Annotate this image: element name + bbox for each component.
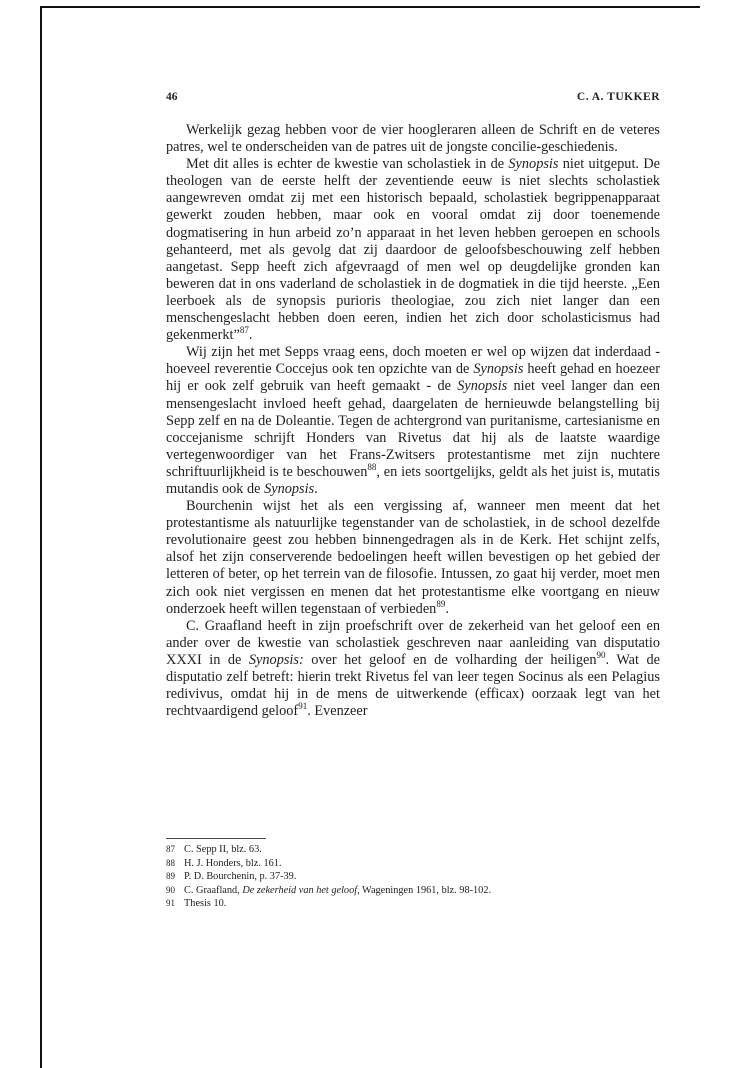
text-run: P. D. Bourchenin, p. 37-39. xyxy=(184,871,297,883)
text-run: Wij zijn het met Sepps vraag eens, doch moeten er wel op wijzen dat inderdaad - hoeveel reverentie Coccejus ook ten opzichte van de xyxy=(166,344,660,378)
footnote-ref: 88 xyxy=(367,462,377,473)
footnote xyxy=(166,857,660,871)
footnote-number: 90 xyxy=(166,884,175,895)
paragraph xyxy=(166,498,660,618)
text-run: . Wat de disputatio zelf betreft: hierin trekt Rivetus fel van leer tegen Socinus als een Pelagius redivivus, omdat hij in de mens de uitwerkende (efficax) oorzaak legt van het rechtvaardigend geloof xyxy=(166,651,660,720)
body-text xyxy=(166,122,660,720)
footnote-text xyxy=(184,884,491,898)
text-run: niet veel langer dan een mensengeslacht invloed heeft gehad, daargelaten de hernieuwde belangstelling bij Sepp zelf en na de Doleantie. Tegen de achtergrond van puritanisme, cartesianisme en coccejanisme schrijft Honders van Rivetus dat hij als de laatste waardige vertegenwoordiger van het Frans-Zwitsers protestantisme met zijn nuchtere schriftuurlijkheid is te beschouwen xyxy=(166,378,661,480)
text-run: C. Graafland heeft in zijn proefschrift over de zekerheid van het geloof een en ander over de kwestie van scholastiek geschreven naar aanleiding van disputatio XXXI in de xyxy=(166,617,660,668)
text-run: H. J. Honders, blz. 161. xyxy=(184,857,282,869)
text-run: over het geloof en de volharding der heiligen xyxy=(303,651,597,668)
text-run: , en iets soortgelijks, geldt als het juist is, mutatis mutandis ook de xyxy=(166,463,660,497)
footnote-text xyxy=(184,843,262,857)
footnote xyxy=(166,870,660,884)
text-run: C. Sepp II, blz. 63. xyxy=(184,844,262,855)
text-run: Bourchenin wijst het als een vergissing af, wanneer men meent dat het protestantisme als natuurlijke tegenstander van de scholastiek, in de school dezelfde revolutionaire geest zou hebben binnengedragen als in de Kerk. Het schijnt zelfs, alsof het zijn conserverende bedoelingen heeft willen bevestigen op het gebied der letteren of beter, op het terrein van de filosofie. Intussen, zo gaat hij verder, moet men zich ook niet vergissen en menen dat het protestantisme elke voortgang en nieuw onderzoek heeft willen tegenstaan of verbieden xyxy=(166,498,660,617)
text-run: . xyxy=(445,600,449,617)
text-run: niet uitgeput. De theologen van de eerste helft der zeventiende eeuw is niet slechts scholastiek aangewreven omdat zij met een historisch bepaald, scholastiek begrippenapparaat gewerkt zouden hebben, maar ook en vooral omdat zij door toenemende dogmatisering in hun arbeid zo’n apparaat in het leven hebben geroepen en schools gehanteerd, met als gevolg dat zij daardoor de geloofsbeschouwing zelf hebben aangetast. Sepp heeft zich afgevraagd of men wel op deugdelijke gronden kan beweren dat in ons vaderland de scholastiek in de dogmatiek in die tijd heerste. „Een leerboek als de synopsis purioris theologiae, zou zich niet langer dan een menschengeslacht hebben doen eeren, indien het zich door scholasticismus had gekenmerkt” xyxy=(166,156,660,344)
page-number: 46 xyxy=(166,91,178,103)
italic-text: Synopsis xyxy=(508,156,559,173)
text-run: . Evenzeer xyxy=(307,703,368,720)
footnote-ref: 91 xyxy=(298,701,308,712)
italic-text: Synopsis: xyxy=(248,651,304,668)
footnote-text xyxy=(184,857,282,871)
text-run: . xyxy=(248,327,253,344)
text-run: Wageningen 1961, blz. 98-102. xyxy=(359,884,492,896)
footnote-ref: 90 xyxy=(596,650,606,661)
running-head: C. A. TUKKER xyxy=(576,91,660,103)
footnote-ref: 89 xyxy=(436,598,446,609)
footnote-text xyxy=(184,870,296,884)
italic-text: De zekerheid van het geloof, xyxy=(242,884,360,896)
text-run: Met dit alles is echter de kwestie van scholastiek in de xyxy=(186,156,509,173)
paragraph xyxy=(166,618,660,721)
footnote-text xyxy=(184,897,226,911)
italic-text: Synopsis xyxy=(473,361,524,378)
scan-border-top xyxy=(40,6,700,8)
footnote-number: 87 xyxy=(166,844,175,854)
footnotes xyxy=(166,843,660,911)
paragraph xyxy=(166,344,660,498)
paragraph xyxy=(166,156,660,344)
text-run: heeft gehad en hoezeer hij er ook zelf gebruik van heeft gemaakt - de xyxy=(166,361,660,395)
footnote-ref: 87 xyxy=(239,325,249,336)
text-run: . xyxy=(314,480,318,497)
italic-text: Synopsis xyxy=(264,480,315,497)
scan-border-left xyxy=(40,6,42,1068)
footnote-number: 89 xyxy=(166,871,175,882)
text-run: Thesis 10. xyxy=(184,898,227,910)
footnote xyxy=(166,897,660,911)
footnote xyxy=(166,884,660,898)
footnote-rule xyxy=(166,838,266,839)
footnote-number: 91 xyxy=(166,898,175,909)
text-run: C. Graafland, xyxy=(184,884,243,896)
footnote-number: 88 xyxy=(166,857,175,868)
text-run: Werkelijk gezag hebben voor de vier hoogleraren alleen de Schrift en de veteres patres, wel te onderscheiden van de patres uit de jongste concilie-geschiedenis. xyxy=(166,122,660,156)
paragraph xyxy=(166,122,660,156)
page-header xyxy=(166,91,660,107)
footnote xyxy=(166,843,660,857)
italic-text: Synopsis xyxy=(457,378,508,395)
